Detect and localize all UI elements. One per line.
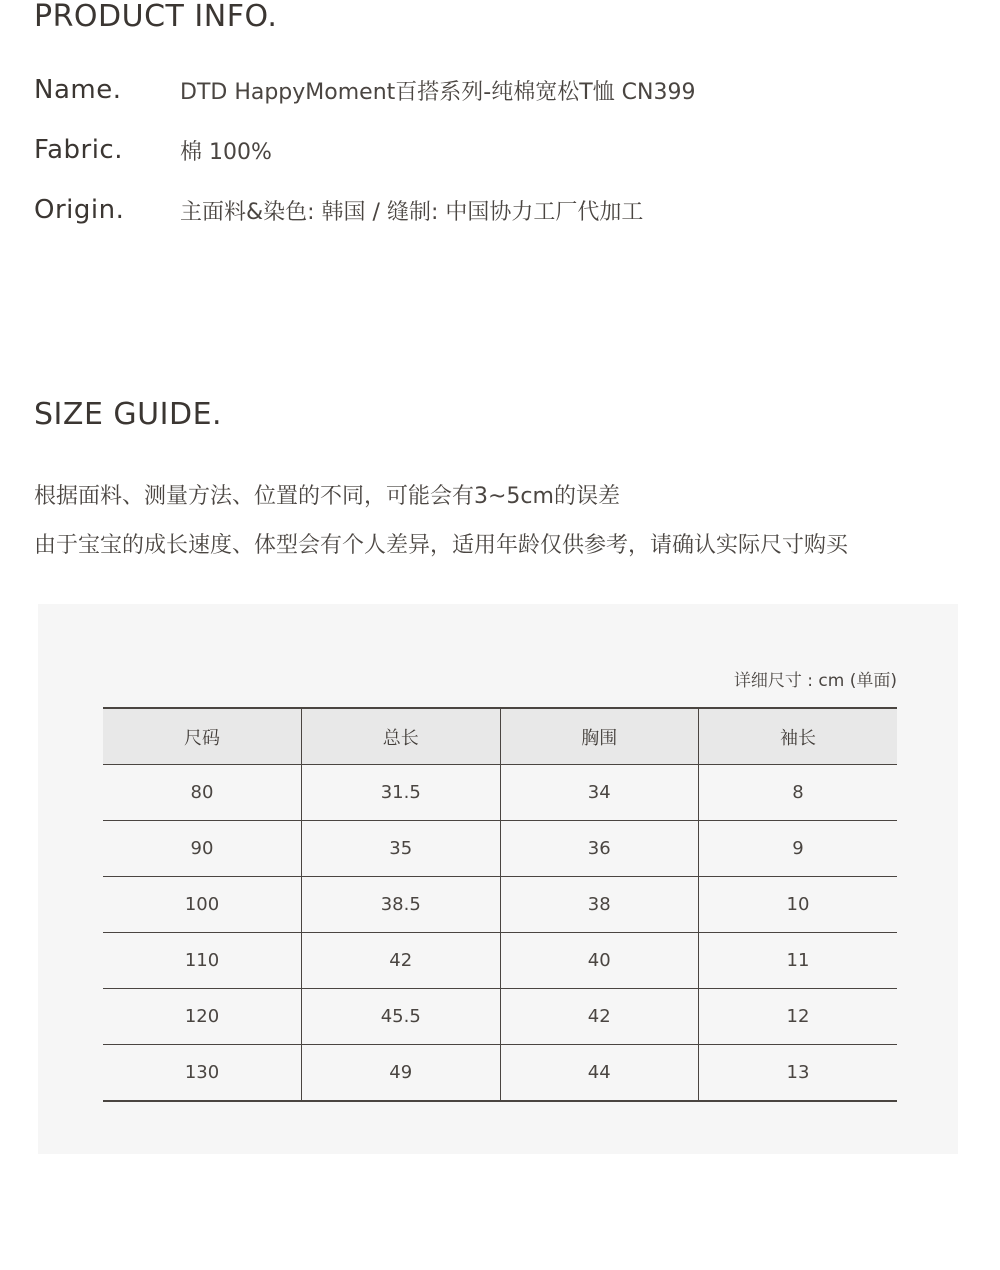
info-value-name: DTD HappyMoment百搭系列-纯棉宽松T恤 CN399	[180, 79, 696, 105]
table-row	[103, 877, 897, 933]
size-table-panel	[38, 604, 958, 1154]
info-row-name	[34, 74, 695, 106]
table-cell: 44	[500, 1045, 699, 1102]
table-row	[103, 933, 897, 989]
table-cell: 40	[500, 933, 699, 989]
table-cell: 45.5	[302, 989, 501, 1045]
table-header-sleeve: 袖长	[699, 708, 898, 765]
info-label-fabric: Fabric.	[34, 135, 123, 165]
info-label-name: Name.	[34, 75, 122, 105]
info-label-origin: Origin.	[34, 195, 125, 225]
table-header-row	[103, 708, 897, 765]
table-cell: 36	[500, 821, 699, 877]
table-cell: 12	[699, 989, 898, 1045]
table-row	[103, 989, 897, 1045]
table-row	[103, 765, 897, 821]
info-value-origin: 主面料&染色: 韩国 / 缝制: 中国协力工厂代加工	[180, 199, 644, 225]
table-cell: 42	[500, 989, 699, 1045]
size-guide-title: SIZE GUIDE.	[34, 397, 223, 432]
table-row	[103, 1045, 897, 1102]
info-row-origin	[34, 194, 643, 226]
table-cell: 42	[302, 933, 501, 989]
table-cell: 110	[103, 933, 302, 989]
size-note-age-reference: 由于宝宝的成长速度、体型会有个人差异，适用年龄仅供参考，请确认实际尺寸购买	[34, 533, 849, 558]
table-cell: 31.5	[302, 765, 501, 821]
table-cell: 80	[103, 765, 302, 821]
table-cell: 38	[500, 877, 699, 933]
table-cell: 11	[699, 933, 898, 989]
table-header-length: 总长	[302, 708, 501, 765]
table-cell: 38.5	[302, 877, 501, 933]
table-header-chest: 胸围	[500, 708, 699, 765]
table-row	[103, 821, 897, 877]
info-row-fabric	[34, 134, 272, 166]
size-table	[103, 707, 897, 1102]
table-cell: 34	[500, 765, 699, 821]
table-cell: 8	[699, 765, 898, 821]
table-cell: 130	[103, 1045, 302, 1102]
product-info-title: PRODUCT INFO.	[34, 0, 278, 34]
table-cell: 13	[699, 1045, 898, 1102]
table-cell: 10	[699, 877, 898, 933]
info-value-fabric: 棉 100%	[180, 139, 272, 165]
table-cell: 9	[699, 821, 898, 877]
unit-note: 详细尺寸 : cm (单面)	[733, 671, 897, 691]
table-cell: 120	[103, 989, 302, 1045]
table-cell: 35	[302, 821, 501, 877]
size-note-error-margin: 根据面料、测量方法、位置的不同，可能会有3~5cm的误差	[34, 484, 620, 509]
table-header-size: 尺码	[103, 708, 302, 765]
table-cell: 100	[103, 877, 302, 933]
table-cell: 90	[103, 821, 302, 877]
table-cell: 49	[302, 1045, 501, 1102]
